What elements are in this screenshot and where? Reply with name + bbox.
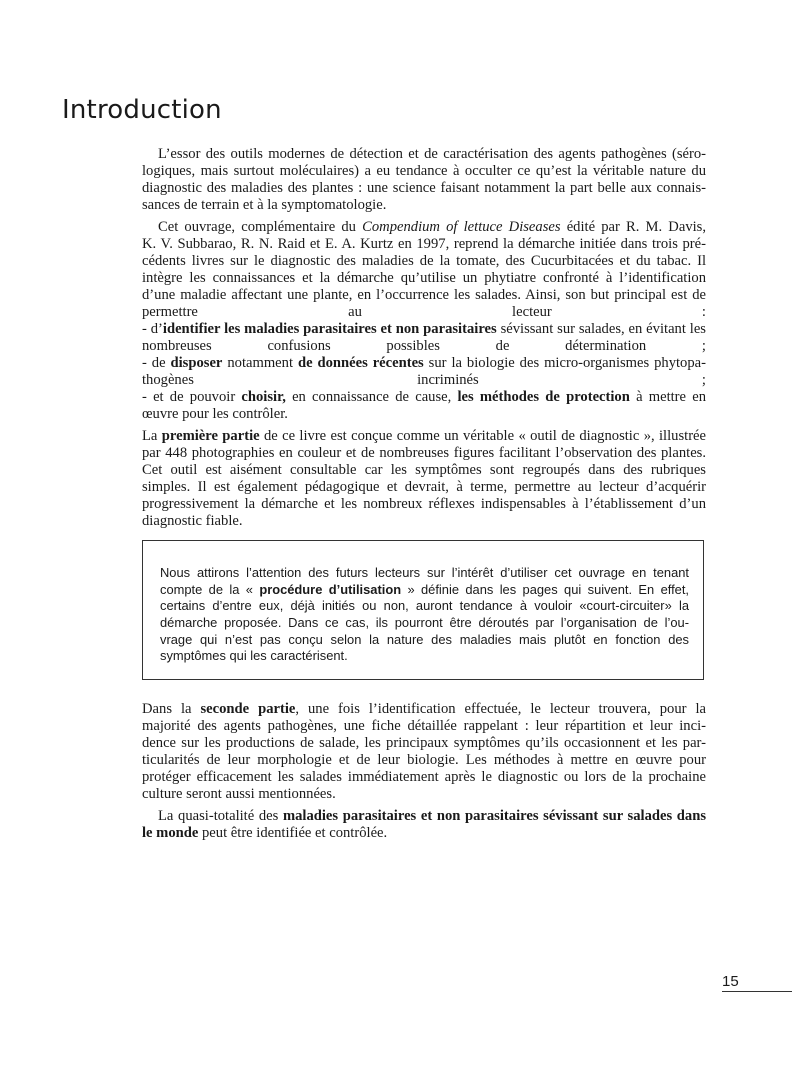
page-title: Introduction [62, 95, 222, 126]
page-number-rule [722, 991, 792, 992]
text-line [142, 479, 706, 496]
bold-text: procédure d’utilisation [259, 581, 402, 597]
text-line [142, 701, 706, 718]
intro-text-bottom [142, 701, 706, 847]
text-run: progressivement la démarche et les nombreux réflexes indispensables à l’établissement d’un [142, 496, 706, 512]
text-run: édité par R. M. Davis, [560, 219, 706, 235]
text-line [142, 786, 706, 803]
text-line [142, 825, 706, 842]
bold-text: première partie [161, 428, 260, 444]
text-run: nombreuses confusions possibles de détermination ; [142, 338, 706, 354]
text-line [142, 287, 706, 304]
bold-text: maladies parasitaires et non parasitaires sévissant sur salades dans [282, 808, 707, 824]
text-run: certains d’entre eux, déjà initiés ou non, auront tendance à vouloir «court-circuiter» la [160, 598, 689, 614]
page-number: 15 [722, 973, 739, 990]
text-line [160, 615, 689, 632]
text-line [160, 648, 689, 665]
text-run: logiques, mais surtout moléculaires) a eu tendance à occulter ce qu’est la véritable nature du [142, 163, 706, 179]
text-run: » définie dans les pages qui suivent. En effet, [401, 581, 689, 597]
text-run: protéger efficacement les salades immédiatement après le diagnostic ou lors de la prochaine [142, 769, 706, 785]
text-line [142, 769, 706, 786]
text-run: à mettre en [629, 389, 706, 405]
text-line [142, 253, 706, 270]
text-line [142, 321, 706, 338]
text-line [142, 513, 706, 530]
paragraph [142, 428, 706, 530]
text-run: sévissant sur salades, en évitant les [496, 321, 706, 337]
text-run: diagnostic des maladies des plantes : une science faisant notamment la part belle aux connais- [142, 180, 706, 196]
text-line [160, 632, 689, 649]
text-line [142, 372, 706, 389]
text-run: de ce livre est conçue comme un véritable « outil de diagnostic », illustrée [259, 428, 707, 444]
text-run: , une fois l’identification effectuée, le lecteur trouvera, pour la [295, 701, 706, 717]
paragraph [142, 701, 706, 803]
text-run: - d’ [142, 321, 163, 337]
bold-text: disposer [170, 355, 223, 371]
text-line [142, 197, 706, 214]
text-run: L’essor des outils modernes de détection et de caractérisation des agents pathogènes (séro- [158, 146, 706, 162]
text-line [142, 428, 706, 445]
text-run: culture seront aussi mentionnées. [142, 786, 336, 802]
text-line [142, 718, 706, 735]
text-line [142, 338, 706, 355]
text-line [142, 406, 706, 423]
text-run: ticularités de leur morphologie et de leur biologie. Les méthodes à mettre en œuvre pour [142, 752, 706, 768]
text-run: vrage qui n’est pas conçu selon la nature des maladies mais plutôt en fonction des [160, 631, 689, 647]
text-line [142, 219, 706, 236]
intro-text-top [142, 146, 706, 535]
bold-text: le monde [142, 825, 199, 841]
text-run: sances de terrain et à la symptomatologie. [142, 197, 387, 213]
bold-text: seconde partie [200, 701, 296, 717]
text-run: permettre au lecteur : [142, 304, 706, 320]
text-line [142, 236, 706, 253]
text-run: La quasi-totalité des [158, 808, 283, 824]
text-line [142, 146, 706, 163]
text-line [142, 752, 706, 769]
text-line [142, 808, 706, 825]
text-run: - et de pouvoir [142, 389, 242, 405]
text-run: Cet outil est aisément consultable car les symptômes sont regroupés dans des rubriques [142, 462, 706, 478]
text-run: Nous attirons l’attention des futurs lecteurs sur l’intérêt d’utiliser cet ouvrage en tenant [160, 565, 689, 580]
text-run: symptômes qui les caractérisent. [160, 648, 348, 664]
text-run: peut être identifiée et contrôlée. [198, 825, 388, 841]
text-run: en connaissance de cause, [285, 389, 458, 405]
text-run: dence sur les productions de salade, les principaux symptômes qu’ils occasionnent et les par- [142, 735, 706, 751]
bold-text: les méthodes de protection [457, 389, 630, 405]
notice-box [142, 540, 704, 680]
text-line [160, 565, 689, 582]
text-run: thogènes incriminés ; [142, 372, 706, 388]
text-run: notamment [222, 355, 298, 371]
text-run: par 448 photographies en couleur et de nombreuses figures facilitant l’observation des plantes. [142, 445, 706, 461]
text-run: - de [142, 355, 171, 371]
paragraph [142, 808, 706, 842]
text-line [142, 355, 706, 372]
text-line [142, 180, 706, 197]
text-run: K. V. Subbarao, R. N. Raid et E. A. Kurtz en 1997, reprend la démarche initiée dans trois pré- [142, 236, 706, 252]
text-line [142, 445, 706, 462]
text-run: La [142, 428, 162, 444]
text-line [142, 389, 706, 406]
paragraph [142, 219, 706, 423]
text-run: simples. Il est également pédagogique et devrait, à terme, permettre au lecteur d’acquérir [142, 479, 706, 495]
text-line [142, 270, 706, 287]
text-run: œuvre pour les contrôler. [142, 406, 288, 422]
text-run: majorité des agents pathogènes, une fiche détaillée rappelant : leur répartition et leur inci- [142, 718, 706, 734]
text-line [160, 598, 689, 615]
text-run: compte de la « [160, 581, 260, 597]
bold-text: de données récentes [297, 355, 424, 371]
italic-text: Compendium of lettuce Diseases [362, 219, 561, 235]
text-run: Dans la [142, 701, 201, 717]
paragraph [142, 146, 706, 214]
text-run: d’une maladie affectant une plante, en l’occurrence les salades. Ainsi, son but principal est de [142, 287, 706, 303]
text-line [142, 163, 706, 180]
bold-text: choisir, [241, 389, 286, 405]
text-line [142, 735, 706, 752]
text-line [142, 462, 706, 479]
text-run: démarche proposée. Dans ce cas, ils pourront être déroutés par l’organisation de l’ou- [160, 615, 689, 631]
text-run: sur la biologie des micro-organismes phytopa- [423, 355, 706, 371]
text-run: diagnostic fiable. [142, 513, 243, 529]
bold-text: identifier les maladies parasitaires et non parasitaires [162, 321, 497, 337]
text-run: intègre les connaissances et la démarche qu’utilise un phytiatre confronté à l’identification [142, 270, 706, 286]
text-line [142, 496, 706, 513]
text-run: Cet ouvrage, complémentaire du [158, 219, 363, 235]
text-line [142, 304, 706, 321]
text-line [160, 582, 689, 599]
text-run: cédents livres sur le diagnostic des maladies de la tomate, des Cucurbitacées et du tabac. Il [142, 253, 706, 269]
